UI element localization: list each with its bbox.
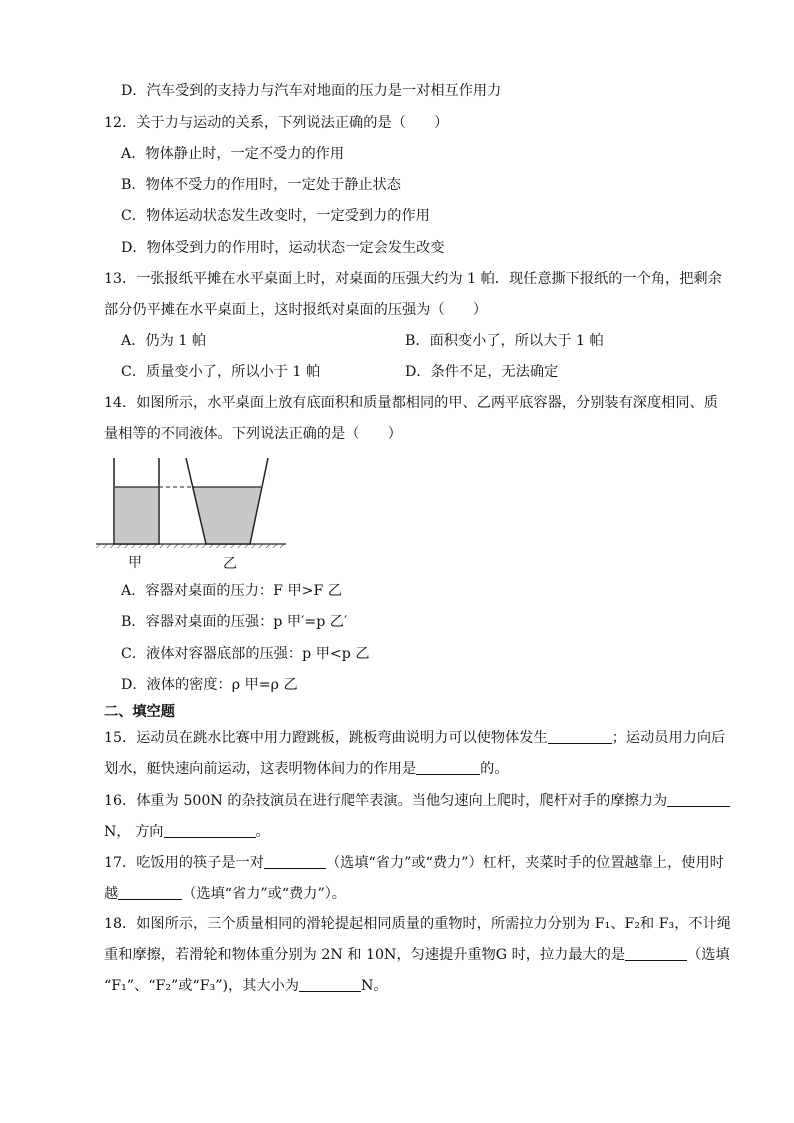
q13-stem-line2: 部分仍平摊在水平桌面上，这时报纸对桌面的压强为（ ）: [104, 302, 488, 318]
q15-line2: [104, 759, 509, 779]
q18-line3: [104, 976, 388, 996]
q15-blank-2[interactable]: [416, 760, 480, 775]
q15-blank-1[interactable]: [548, 729, 612, 744]
q15-text-3: 划水，艇快速向前运动，这表明物体间力的作用是: [104, 761, 417, 777]
q17-line2: [104, 884, 346, 904]
q18-blank-2[interactable]: [299, 977, 361, 992]
q16-blank-1[interactable]: [667, 792, 730, 807]
label-jia: 甲: [128, 555, 142, 571]
q18-line2: [104, 945, 730, 965]
q13-stem-line1: 13．一张报纸平摊在水平桌面上时，对桌面的压强大约为 1 帕．现任意撕下报纸的一个角，把剩余: [104, 271, 722, 287]
q15-text-4: 的。: [480, 761, 509, 777]
q18-text-5: N。: [360, 978, 388, 994]
containers-diagram: [96, 456, 296, 576]
q16-text-1: 16．体重为 500N 的杂技演员在进行爬竿表演。当他匀速向上爬时，爬杆对手的摩擦力为: [104, 793, 668, 809]
section-title: 二、填空题: [104, 704, 175, 720]
q15-text-2: ；运动员用力向后: [611, 730, 726, 746]
q14-option-c: C．液体对容器底部的压强：p 甲<p 乙: [121, 646, 370, 662]
q18-text-3: （选填: [687, 947, 730, 963]
q12-option-d: D．物体受到力的作用时，运动状态一定会发生改变: [121, 240, 445, 256]
q16-line1: [104, 791, 730, 811]
q18-blank-1[interactable]: [625, 946, 687, 961]
liquid-yi: [193, 487, 261, 544]
q13-option-b: B．面积变小了，所以大于 1 帕: [405, 333, 604, 349]
q14-stem-line2: 量相等的不同液体。下列说法正确的是（ ）: [104, 426, 402, 442]
q14-stem-line1: 14．如图所示，水平桌面上放有底面积和质量都相同的甲、乙两平底容器，分别装有深度相同、质: [104, 395, 718, 411]
q12-stem: 12．关于力与运动的关系，下列说法正确的是（ ）: [104, 115, 449, 131]
q12-option-c: C．物体运动状态发生改变时，一定受到力的作用: [121, 208, 430, 224]
q17-line1: [104, 853, 724, 873]
q11-option-d: D．汽车受到的支持力与汽车对地面的压力是一对相互作用力: [121, 83, 502, 99]
q15-line1: [104, 728, 725, 748]
q17-text-3: 越: [104, 886, 119, 902]
q13-option-d: D．条件不足，无法确定: [405, 364, 559, 380]
q18-text-4: “F₁”、“F₂”或“F₃”)，其大小为: [104, 978, 299, 994]
q16-text-3: 。: [255, 824, 270, 840]
q16-text-2: N， 方向: [104, 824, 164, 840]
q17-text-2: （选填“省力”或“费力”）杠杆，夹菜时手的位置越靠上，使用时: [325, 855, 724, 871]
q16-line2: [104, 822, 270, 842]
containers-figure: [96, 456, 296, 576]
q14-option-d: D．液体的密度：ρ 甲=ρ 乙: [121, 677, 298, 693]
q16-blank-2[interactable]: [164, 823, 256, 838]
q13-option-a: A．仍为 1 帕: [121, 333, 207, 349]
q17-blank-1[interactable]: [264, 854, 326, 869]
label-yi: 乙: [223, 556, 237, 572]
q17-blank-2[interactable]: [118, 885, 182, 900]
q12-option-a: A．物体静止时，一定不受力的作用: [121, 146, 345, 162]
q14-option-b: B．容器对桌面的压强：p 甲′=p 乙′: [121, 614, 348, 630]
q15-text-1: 15．运动员在跳水比赛中用力蹬跳板，跳板弯曲说明力可以使物体发生: [104, 730, 548, 746]
q18-text-2: 重和摩擦，若滑轮和物体重分别为 2N 和 10N，匀速提升重物G 时，拉力最大的是: [104, 947, 626, 963]
q13-option-c: C．质量变小了，所以小于 1 帕: [121, 364, 321, 380]
q17-text-4: （选填“省力”或“费力”）。: [182, 886, 346, 902]
liquid-jia: [115, 487, 158, 544]
q17-text-1: 17．吃饭用的筷子是一对: [104, 855, 264, 871]
q12-option-b: B．物体不受力的作用时，一定处于静止状态: [121, 177, 401, 193]
q14-option-a: A．容器对桌面的压力：F 甲>F 乙: [121, 583, 343, 599]
q18-line1: 18．如图所示，三个质量相同的滑轮提起相同质量的重物时，所需拉力分别为 F₁、F₂和 F₃，不计绳: [104, 916, 731, 932]
